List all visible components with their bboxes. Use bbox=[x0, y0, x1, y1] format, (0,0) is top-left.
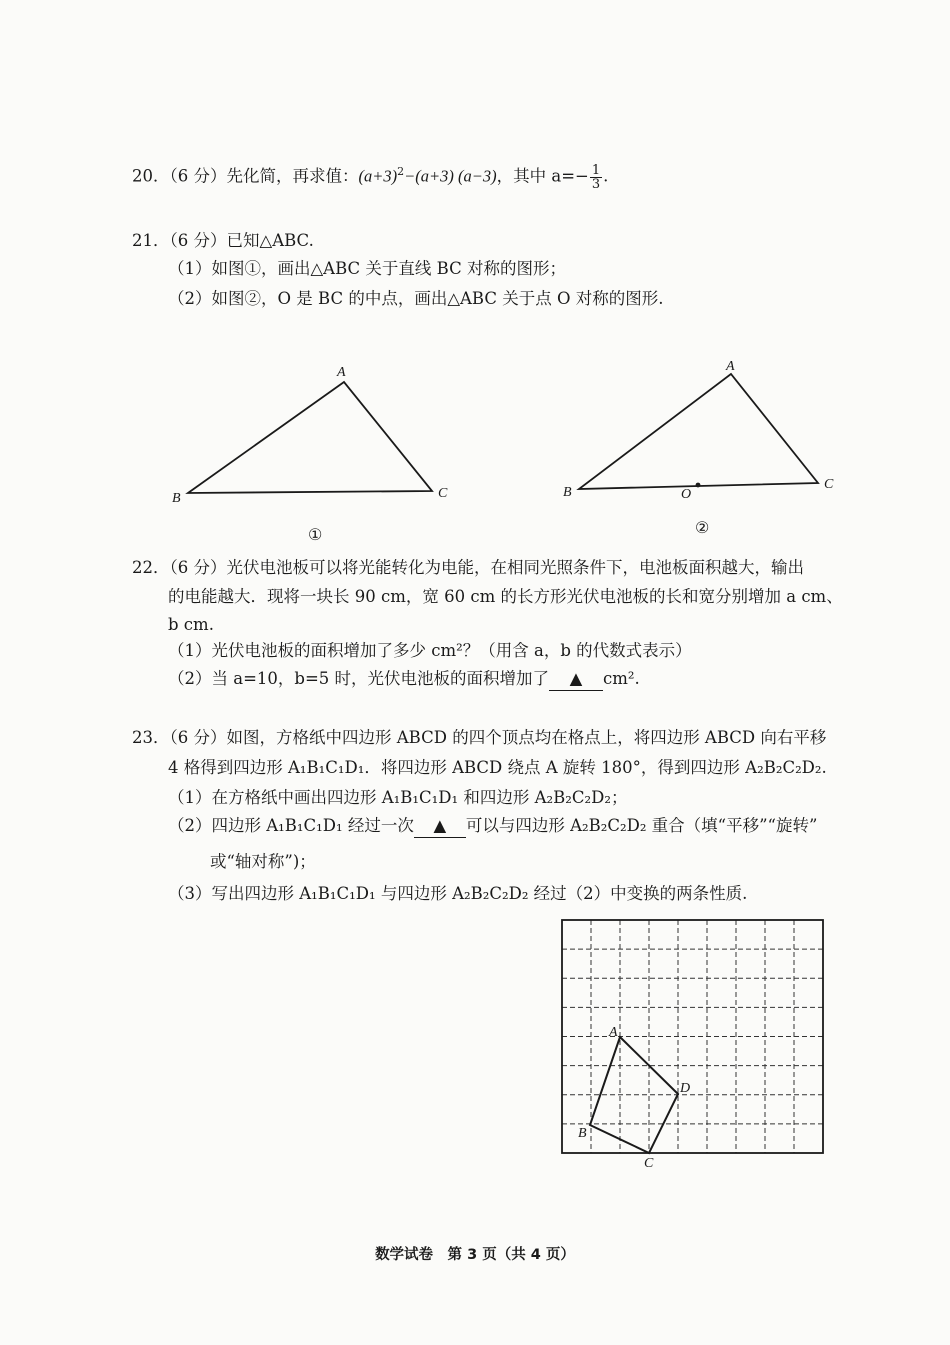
q23-text-1: 如图，方格纸中四边形 ABCD 的四个顶点均在格点上，将四边形 ABCD 向右平移 bbox=[226, 728, 827, 747]
grid-lines bbox=[562, 920, 823, 1153]
grid-label-c: C bbox=[644, 1156, 654, 1171]
q23-number: 23． bbox=[132, 728, 170, 747]
fig1-label-c: C bbox=[438, 486, 448, 501]
q22-line3: b cm. bbox=[168, 615, 214, 634]
q20-number: 20． bbox=[132, 166, 170, 186]
q22-score: （6 分） bbox=[169, 558, 227, 577]
q21-number: 21． bbox=[132, 231, 170, 250]
fig1-label-a: A bbox=[337, 365, 346, 380]
q23-part2-cont: 或“轴对称”)； bbox=[210, 852, 316, 871]
q20-expr-exp: 2 bbox=[397, 165, 405, 178]
q22-text-1: 光伏电池板可以将光能转化为电能，在相同光照条件下，电池板面积越大，输出 bbox=[226, 558, 804, 577]
q20-frac-den: 3 bbox=[591, 176, 601, 192]
q23-part3: （3）写出四边形 A₁B₁C₁D₁ 与四边形 A₂B₂C₂D₂ 经过（2）中变换的两条性质. bbox=[168, 884, 748, 903]
q23-score: （6 分） bbox=[169, 728, 227, 747]
q22-part2-post: cm². bbox=[603, 669, 640, 688]
q20-expr-a: (a+3) bbox=[358, 166, 398, 186]
q23-part2-pre: （2）四边形 A₁B₁C₁D₁ 经过一次 bbox=[168, 816, 414, 835]
page-footer: 数学试卷 第 3 页（共 4 页） bbox=[375, 1247, 575, 1263]
q22-answer-blank[interactable]: ▲ bbox=[549, 668, 603, 691]
fig1-label-b: B bbox=[172, 491, 181, 506]
q20-where: ，其中 a=− bbox=[496, 166, 589, 186]
grid-label-b: B bbox=[578, 1126, 587, 1141]
q20-intro: 先化简，再求值： bbox=[226, 166, 359, 186]
q22-number: 22． bbox=[132, 558, 170, 577]
fig1-caption: ① bbox=[308, 527, 323, 544]
q23-part2-post: 可以与四边形 A₂B₂C₂D₂ 重合（填“平移”“旋转” bbox=[465, 816, 818, 835]
fig2-label-a: A bbox=[726, 359, 735, 374]
q23-answer-blank[interactable]: ▲ bbox=[414, 815, 466, 838]
q22-part2-pre: （2）当 a=10，b=5 时，光伏电池板的面积增加了 bbox=[168, 669, 550, 688]
fig2-label-b: B bbox=[563, 485, 572, 500]
fig2-label-o: O bbox=[681, 487, 692, 502]
q20-end: . bbox=[603, 166, 609, 186]
q21-score: （6 分） bbox=[169, 231, 227, 250]
q20-score: （6 分） bbox=[169, 166, 227, 186]
q21-part2: （2）如图②，O 是 BC 的中点，画出△ABC 关于点 O 对称的图形. bbox=[168, 289, 664, 308]
q22-line2: 的电能越大．现将一块长 90 cm，宽 60 cm 的长方形光伏电池板的长和宽分别增加 a cm、 bbox=[168, 587, 843, 606]
q22-part1: （1）光伏电池板的面积增加了多少 cm²？（用含 a，b 的代数式表示） bbox=[168, 641, 692, 660]
fig2-caption: ② bbox=[695, 520, 710, 537]
q21-part1: （1）如图①，画出△ABC 关于直线 BC 对称的图形； bbox=[168, 259, 566, 278]
q21-stem: 已知△ABC. bbox=[226, 231, 314, 250]
grid-label-d: D bbox=[680, 1081, 691, 1096]
grid-label-a: A bbox=[609, 1025, 618, 1040]
q23-part1: （1）在方格纸中画出四边形 A₁B₁C₁D₁ 和四边形 A₂B₂C₂D₂； bbox=[168, 788, 628, 807]
q20-expr-b: −(a+3) (a−3) bbox=[404, 166, 497, 186]
q23-line2: 4 格得到四边形 A₁B₁C₁D₁．将四边形 ABCD 绕点 A 旋转 180°，得到四边形 A₂B₂C₂D₂. bbox=[168, 758, 827, 777]
q20-frac-num: 1 bbox=[591, 162, 601, 178]
fig2-label-c: C bbox=[824, 477, 834, 492]
